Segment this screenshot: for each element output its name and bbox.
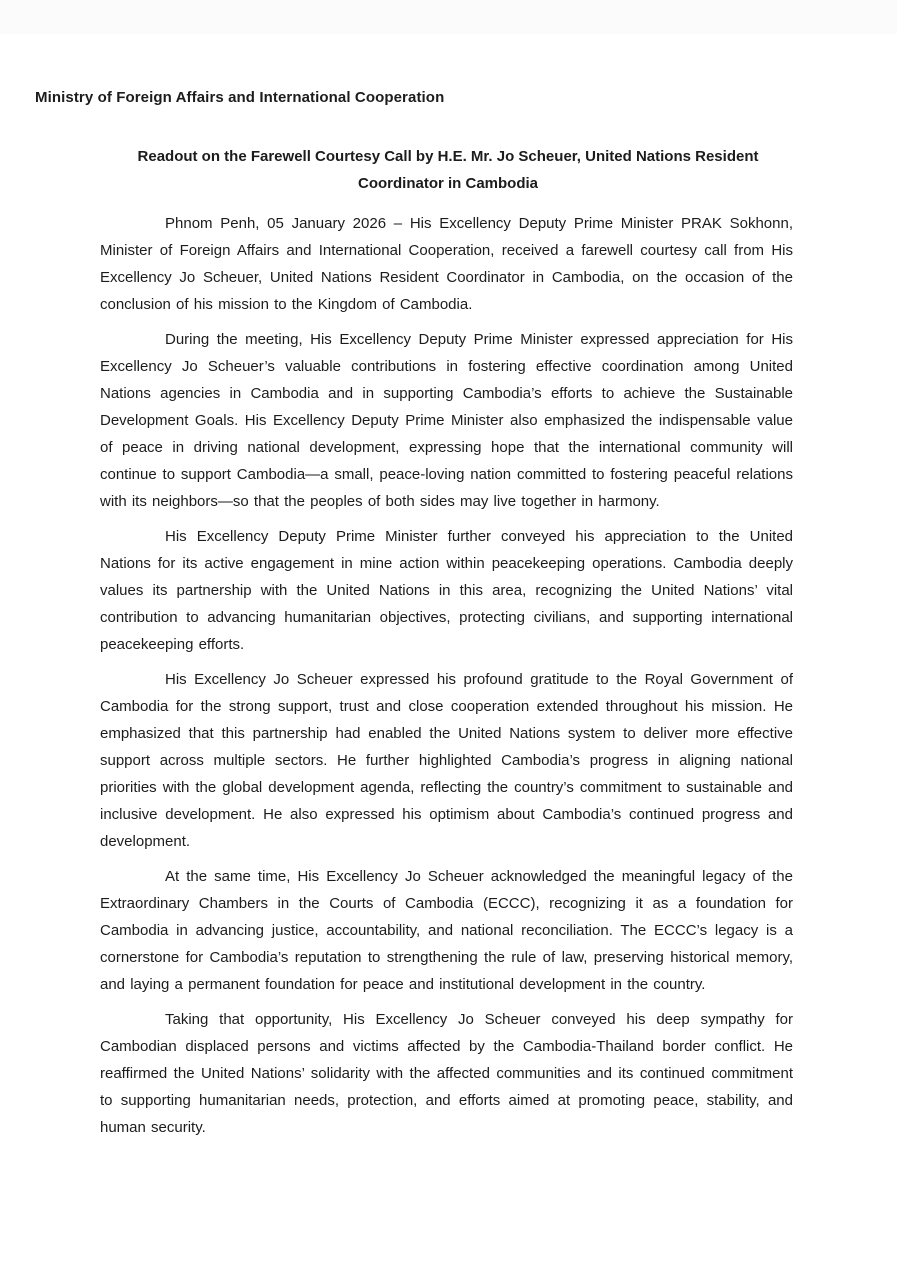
paragraph-1: Phnom Penh, 05 January 2026 – His Excellency Deputy Prime Minister PRAK Sokhonn, Minister of Foreign Affairs and International Cooperation, received a farewell courtesy call from His Excellency Jo Scheuer, United Nations Resident Coordinator in Cambodia, on the occasion of the conclusion of his mission to the Kingdom of Cambodia.: [100, 215, 793, 313]
ministry-header: Ministry of Foreign Affairs and International Cooperation: [35, 89, 445, 106]
document-body: [100, 210, 793, 1149]
paragraph-6: Taking that opportunity, His Excellency Jo Scheuer conveyed his deep sympathy for Cambodian displaced persons and victims affected by the Cambodia-Thailand border conflict. He reaffirmed the United Nations’ solidarity with the affected communities and its continued commitment to supporting humanitarian needs, protection, and efforts aimed at promoting peace, stability, and human security.: [100, 1011, 793, 1136]
paragraph-3: His Excellency Deputy Prime Minister further conveyed his appreciation to the United Nations for its active engagement in mine action within peacekeeping operations. Cambodia deeply values its partnership with the United Nations in this area, recognizing the United Nations’ vital contribution to advancing humanitarian objectives, protecting civilians, and supporting international peacekeeping efforts.: [100, 528, 793, 653]
paragraph-5: At the same time, His Excellency Jo Scheuer acknowledged the meaningful legacy of the Extraordinary Chambers in the Courts of Cambodia (ECCC), recognizing it as a foundation for Cambodia in advancing justice, accountability, and national reconciliation. The ECCC’s legacy is a cornerstone for Cambodia’s reputation to strengthening the rule of law, preserving historical memory, and laying a permanent foundation for peace and institutional development in the country.: [100, 868, 793, 993]
paragraph-4: His Excellency Jo Scheuer expressed his profound gratitude to the Royal Government of Cambodia for the strong support, trust and close cooperation extended throughout his mission. He emphasized that this partnership had enabled the United Nations system to deliver more effective support across multiple sectors. He further highlighted Cambodia’s progress in aligning national priorities with the global development agenda, reflecting the country’s commitment to sustainable and inclusive development. He also expressed his optimism about Cambodia’s continued progress and development.: [100, 671, 793, 850]
paragraph-2: During the meeting, His Excellency Deputy Prime Minister expressed appreciation for His Excellency Jo Scheuer’s valuable contributions in fostering effective coordination among United Nations agencies in Cambodia and in supporting Cambodia’s efforts to achieve the Sustainable Development Goals. His Excellency Deputy Prime Minister also emphasized the indispensable value of peace in driving national development, expressing hope that the international community will continue to support Cambodia—a small, peace-loving nation committed to fostering peaceful relations with its neighbors—so that the peoples of both sides may live together in harmony.: [100, 331, 793, 510]
scan-artifact-band: [0, 0, 897, 34]
document-title: Readout on the Farewell Courtesy Call by H.E. Mr. Jo Scheuer, United Nations Resident Coordinator in Cambodia: [137, 148, 759, 192]
